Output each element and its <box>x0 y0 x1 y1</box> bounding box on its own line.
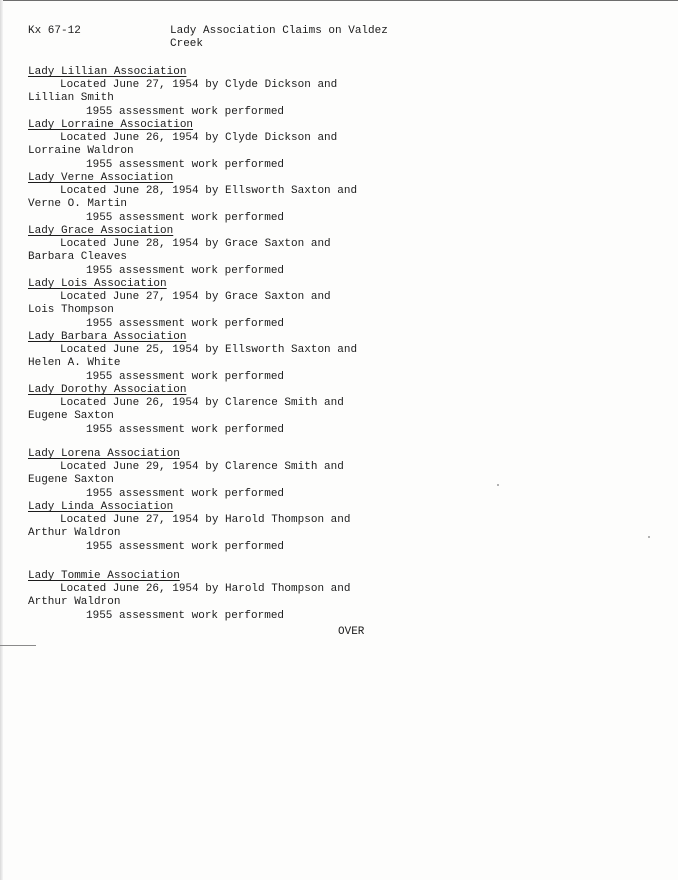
paper-speck <box>648 536 650 538</box>
title-line-2: Creek <box>170 38 204 51</box>
title-line-1: Lady Association Claims on Valdez <box>170 25 388 37</box>
claim-name: Lady Lois Association <box>28 278 167 290</box>
claim-located: Located June 27, 1954 by Harold Thompson and <box>60 514 351 527</box>
claim-located: Located June 26, 1954 by Harold Thompson and <box>60 583 351 596</box>
claim-work: 1955 assessment work performed <box>86 211 285 224</box>
claim-located: Located June 29, 1954 by Clarence Smith and <box>60 461 344 474</box>
document-title <box>170 25 388 51</box>
claim-work: 1955 assessment work performed <box>86 317 285 330</box>
claim-located: Located June 28, 1954 by Ellsworth Saxton and <box>60 185 358 198</box>
claim-work: 1955 assessment work performed <box>86 158 285 171</box>
claim-work: 1955 assessment work performed <box>86 540 285 553</box>
claim-name: Lady Tommie Association <box>28 570 180 582</box>
claim-second-locator: Lillian Smith <box>28 92 114 105</box>
claim-entry-grace <box>28 225 388 278</box>
claim-name: Lady Grace Association <box>28 225 174 237</box>
claim-work: 1955 assessment work performed <box>86 423 285 436</box>
claim-located: Located June 25, 1954 by Ellsworth Saxton and <box>60 344 358 357</box>
paper-speck <box>497 484 499 486</box>
claim-second-locator: Lois Thompson <box>28 304 114 317</box>
claim-name: Lady Dorothy Association <box>28 384 187 396</box>
claim-second-locator: Verne O. Martin <box>28 198 128 211</box>
claim-second-locator: Barbara Cleaves <box>28 251 128 264</box>
claim-name: Lady Linda Association <box>28 501 174 513</box>
over-page-marker: OVER <box>338 626 365 638</box>
claim-entry-lorena <box>28 448 388 501</box>
claim-work: 1955 assessment work performed <box>86 264 285 277</box>
claim-second-locator: Lorraine Waldron <box>28 145 134 158</box>
claim-entry-tommie <box>28 570 388 623</box>
claim-name: Lady Lorena Association <box>28 448 180 460</box>
claim-work: 1955 assessment work performed <box>86 609 285 622</box>
claim-work: 1955 assessment work performed <box>86 487 285 500</box>
document-code: Kx 67-12 <box>28 25 81 37</box>
claim-second-locator: Arthur Waldron <box>28 527 121 540</box>
claim-entry-lillian <box>28 66 388 119</box>
claim-located: Located June 28, 1954 by Grace Saxton and <box>60 238 331 251</box>
claim-work: 1955 assessment work performed <box>86 105 285 118</box>
claim-work: 1955 assessment work performed <box>86 370 285 383</box>
claim-name: Lady Lorraine Association <box>28 119 194 131</box>
claim-name: Lady Barbara Association <box>28 331 187 343</box>
claim-entry-lorraine <box>28 119 388 172</box>
claim-entry-linda <box>28 501 388 554</box>
claim-name: Lady Verne Association <box>28 172 174 184</box>
claim-located: Located June 26, 1954 by Clarence Smith and <box>60 397 344 410</box>
claim-entry-dorothy <box>28 384 388 437</box>
claim-entry-barbara <box>28 331 388 384</box>
claim-second-locator: Eugene Saxton <box>28 410 114 423</box>
claim-entry-verne <box>28 172 388 225</box>
claim-second-locator: Arthur Waldron <box>28 596 121 609</box>
margin-mark <box>0 645 36 646</box>
claim-located: Located June 27, 1954 by Grace Saxton and <box>60 291 331 304</box>
left-edge-shadow <box>0 0 3 880</box>
claim-second-locator: Helen A. White <box>28 357 121 370</box>
top-edge-line <box>0 0 678 1</box>
claim-second-locator: Eugene Saxton <box>28 474 114 487</box>
claim-located: Located June 26, 1954 by Clyde Dickson and <box>60 132 338 145</box>
claim-entry-lois <box>28 278 388 331</box>
claim-located: Located June 27, 1954 by Clyde Dickson and <box>60 79 338 92</box>
claim-name: Lady Lillian Association <box>28 66 187 78</box>
